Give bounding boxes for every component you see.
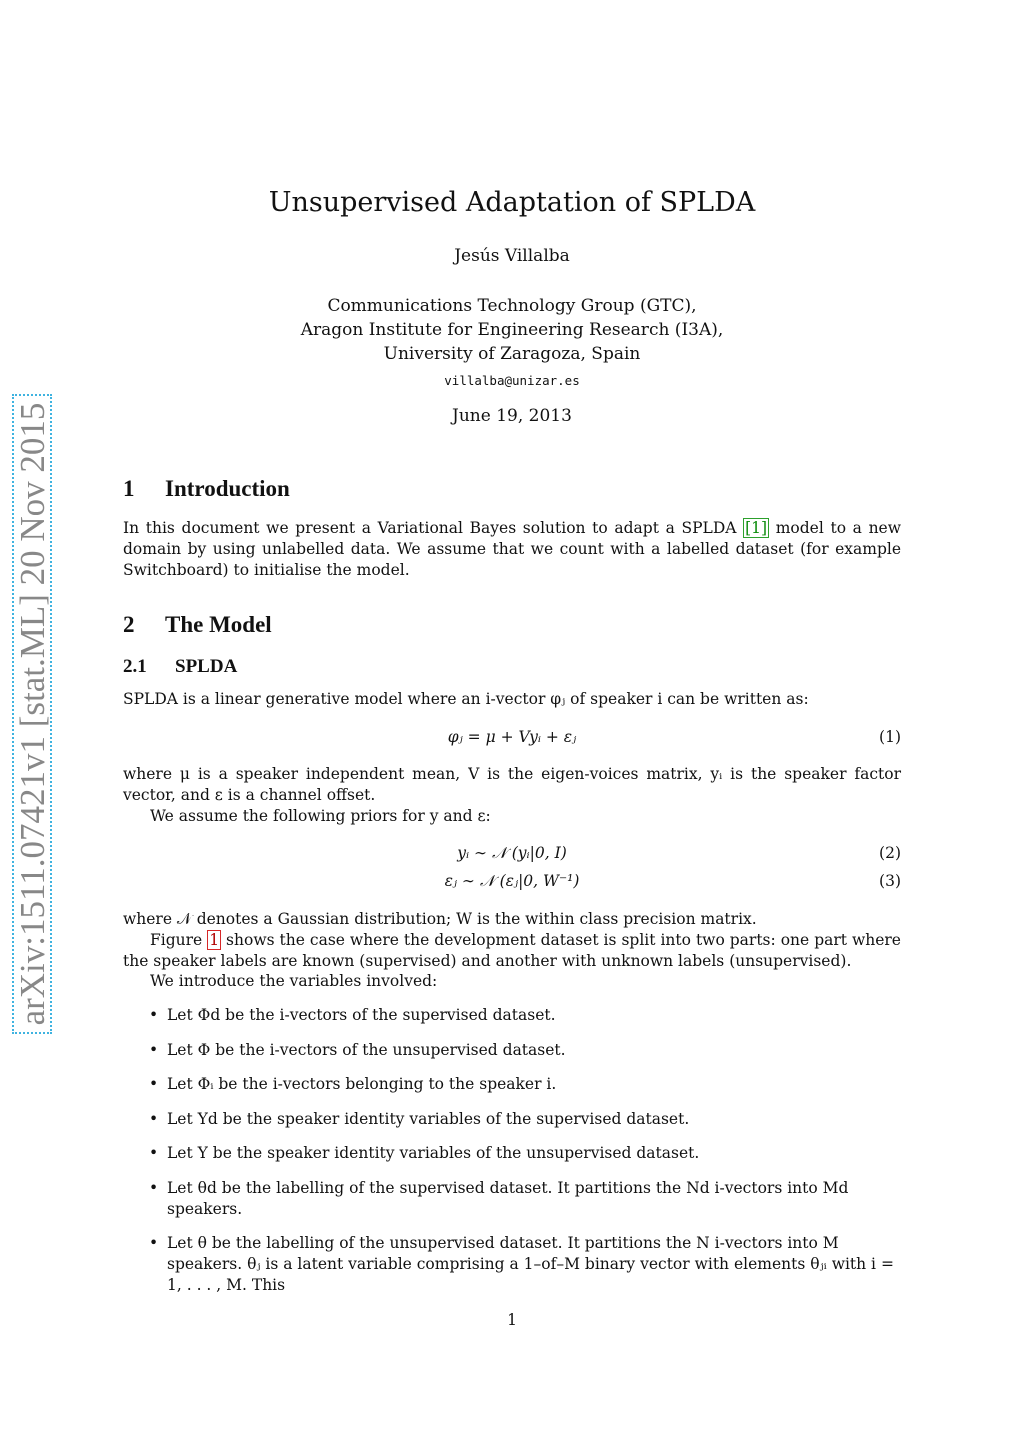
gaussian-paragraph: where 𝒩 denotes a Gaussian distribution; W is the within class precision matrix. (123, 910, 757, 928)
section-number: 1 (123, 476, 135, 501)
page-number: 1 (507, 1311, 517, 1329)
list-item: • Let Y be the speaker identity variables of the unsupervised dataset. (123, 1143, 901, 1164)
author-name: Jesús Villalba (454, 246, 570, 266)
figure-text-cont: shows the case where the development dataset is split into two parts: one part where the speaker labels are known (supervised) and another with unknown labels (unsupervised). (123, 931, 901, 970)
splda-intro-paragraph: SPLDA is a linear generative model where an i-vector φⱼ of speaker i can be written as: (123, 690, 809, 708)
intro-text-cont: model to a new domain by using unlabelled data. We assume that we count with a labelled dataset (for example Switchboard) to initialise the model. (123, 519, 901, 579)
author-email[interactable]: villalba@unizar.es (444, 373, 580, 388)
equation-1: φⱼ = μ + Vyᵢ + εⱼ (447, 728, 577, 746)
list-item: • Let Yd be the speaker identity variables of the supervised dataset. (123, 1109, 901, 1130)
variables-intro: We introduce the variables involved: (150, 972, 438, 990)
equation-3: εⱼ ∼ 𝒩 (εⱼ|0, W⁻¹) (444, 872, 580, 890)
affiliation-line: Communications Technology Group (GTC), (327, 296, 697, 316)
paper-title: Unsupervised Adaptation of SPLDA (268, 187, 756, 218)
arxiv-stamp: arXiv:1511.07421v1 [stat.ML] 20 Nov 2015 (12, 394, 52, 1034)
figure-reference-link[interactable]: 1 (209, 931, 220, 949)
where-paragraph: where μ is a speaker independent mean, V is the eigen-voices matrix, yᵢ is the speaker factor vector, and ε is a channel offset. (123, 765, 901, 804)
paper-date: June 19, 2013 (452, 406, 572, 426)
section-title: Introduction (165, 476, 290, 501)
variables-list (123, 1005, 901, 1310)
intro-paragraph (123, 518, 901, 581)
citation-link[interactable]: [1] (745, 519, 768, 537)
affiliation-line: University of Zaragoza, Spain (383, 344, 641, 364)
priors-paragraph: We assume the following priors for y and ε: (150, 807, 491, 825)
subsection-heading-splda (123, 655, 237, 679)
equation-number: (1) (879, 728, 901, 746)
subsection-title: SPLDA (175, 656, 238, 677)
list-item: • Let Φ be the i-vectors of the unsupervised dataset. (123, 1040, 901, 1061)
equation-number: (2) (879, 844, 901, 862)
equation-2: yᵢ ∼ 𝒩 (yᵢ|0, I) (457, 844, 567, 862)
section-heading-introduction (123, 475, 290, 503)
subsection-number: 2.1 (123, 656, 147, 677)
list-item: • Let Φᵢ be the i-vectors belonging to the speaker i. (123, 1074, 901, 1095)
equation-number: (3) (879, 872, 901, 890)
section-number: 2 (123, 612, 135, 637)
figure-paragraph (123, 930, 901, 972)
affiliation-line: Aragon Institute for Engineering Research (I3A), (300, 320, 724, 340)
list-item: • Let Φd be the i-vectors of the supervised dataset. (123, 1005, 901, 1026)
affiliation (0, 294, 1024, 366)
list-item: • Let θ be the labelling of the unsupervised dataset. It partitions the N i-vectors into M speakers. θⱼ is a latent variable comprising a 1–of–M binary vector with elements θⱼᵢ with i = 1, . . . , M. This (123, 1233, 901, 1296)
section-title: The Model (165, 612, 272, 637)
figure-text: Figure (150, 931, 208, 949)
list-item: • Let θd be the labelling of the supervised dataset. It partitions the Nd i-vectors into Md speakers. (123, 1178, 901, 1220)
intro-text: In this document we present a Variational Bayes solution to adapt a SPLDA (123, 519, 744, 537)
section-heading-model (123, 611, 272, 639)
